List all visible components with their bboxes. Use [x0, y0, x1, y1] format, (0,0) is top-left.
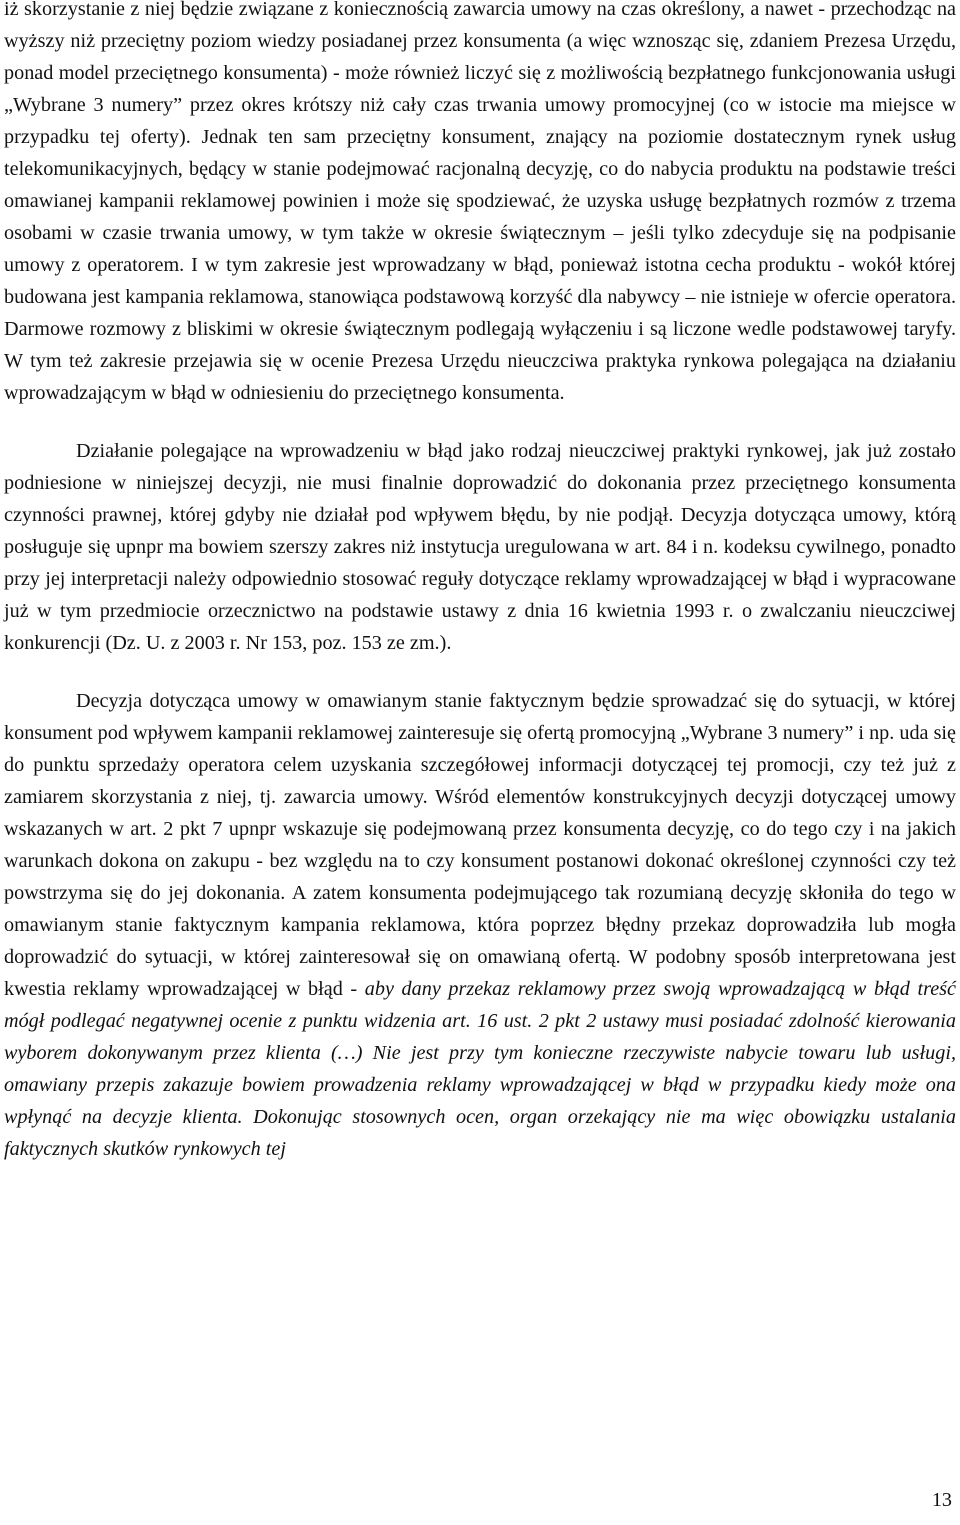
page-number: 13 — [931, 1489, 952, 1511]
paragraph-1 — [4, 0, 956, 409]
paragraph-2: Działanie polegające na wprowadzeniu w błąd jako rodzaj nieuczciwej praktyki rynkowej, jak już zostało podniesione w niniejszej decyzji, nie musi finalnie doprowadzić do dokonania przez przeciętnego konsumenta czynności prawnej, której gdyby nie działał pod wpływem błędu, by nie podjął. Decyzja dotycząca umowy, którą posługuje się upnpr ma bowiem szerszy zakres niż instytucja uregulowana w art. 84 i n. kodeksu cywilnego, ponadto przy jej interpretacji należy odpowiednio stosować reguły dotyczące reklamy wprowadzającej w błąd i wypracowane już w tym przedmiocie orzecznictwo na podstawie ustawy z dnia 16 kwietnia 1993 r. o zwalczaniu nieuczciwej konkurencji (Dz. U. z 2003 r. Nr 153, poz. 153 ze zm.). — [4, 440, 956, 654]
paragraph-3 — [4, 685, 956, 1165]
paragraph-1-part-1: iż skorzystanie z niej będzie związane z koniecznością zawarcia umowy na czas określony, a nawet - przechodząc na wyższy niż przeciętny poziom wiedzy posiadanej przez konsumenta (a więc wznosząc się, zdaniem Prezesa Urzędu, ponad model przeciętnego konsumenta) - może również liczyć się z możliwością bezpłatnego funkcjonowania usługi „Wybrane 3 numery” przez okres krótszy niż cały czas trwania umowy promocyjnej (co w istocie ma miejsce w przypadku tej oferty). — [4, 0, 956, 148]
paragraph-1-part-2: Jednak ten sam przeciętny konsument, znający na poziomie dostatecznym rynek usług telekomunikacyjnych, będący w stanie podejmować racjonalną decyzję, co do nabycia produktu na podstawie treści omawianej kampanii reklamowej powinien i może się spodziewać, że uzyska usługę bezpłatnych rozmów z trzema osobami w czasie trwania umowy, w tym także w okresie świątecznym – jeśli tylko zdecyduje się na podpisanie umowy z operatorem. I w tym zakresie jest wprowadzany w błąd, ponieważ istotna cecha produktu - wokół której budowana jest kampania reklamowa, stanowiąca podstawową korzyść dla nabywcy – nie istnieje w ofercie operatora. Darmowe rozmowy z bliskimi w okresie świątecznym podlegają wyłączeniu i są liczone wedle podstawowej taryfy. W tym też zakresie przejawia się w ocenie Prezesa Urzędu nieuczciwa praktyka rynkowa polegająca na działaniu wprowadzającym w błąd w odniesieniu do przeciętnego konsumenta. — [4, 126, 956, 404]
paragraph-3-quoted-italic-text: aby dany przekaz reklamowy przez swoją wprowadzającą w błąd treść mógł podlegać negatywnej ocenie z punktu widzenia art. 16 ust. 2 pkt 2 ustawy musi posiadać zdolność kierowania wyborem dokonywanym przez klienta (…) Nie jest przy tym konieczne rzeczywiste nabycie towaru lub usługi, omawiany przepis zakazuje bowiem prowadzenia reklamy wprowadzającej w błąd w przypadku kiedy może ona wpłynąć na decyzje klienta. Dokonując stosownych ocen, organ orzekający nie ma więc obowiązku ustalania faktycznych skutków rynkowych tej — [4, 978, 956, 1160]
paragraph-3-regular-text: Decyzja dotycząca umowy w omawianym stanie faktycznym będzie sprowadzać się do sytuacji, w której konsument pod wpływem kampanii reklamowej zainteresuje się ofertą promocyjną „Wybrane 3 numery” i np. uda się do punktu sprzedaży operatora celem uzyskania szczegółowej informacji dotyczącej tej promocji, czy też już z zamiarem skorzystania z niej, tj. zawarcia umowy. Wśród elementów konstrukcyjnych decyzji dotyczącej umowy wskazanych w art. 2 pkt 7 upnpr wskazuje się podejmowaną przez konsumenta decyzję, co do tego czy i na jakich warunkach dokona on zakupu - bez względu na to czy konsument postanowi dokonać określonej czynności czy też powstrzyma się do jej dokonania. A zatem konsumenta podejmującego tak rozumianą decyzję skłoniła do tego w omawianym stanie faktycznym kampania reklamowa, która poprzez błędny przekaz doprowadziła lub mogła doprowadzić do sytuacji, w której zainteresował się on omawianą ofertą. W podobny sposób interpretowana jest kwestia reklamy wprowadzającej w błąd - — [4, 690, 956, 1000]
